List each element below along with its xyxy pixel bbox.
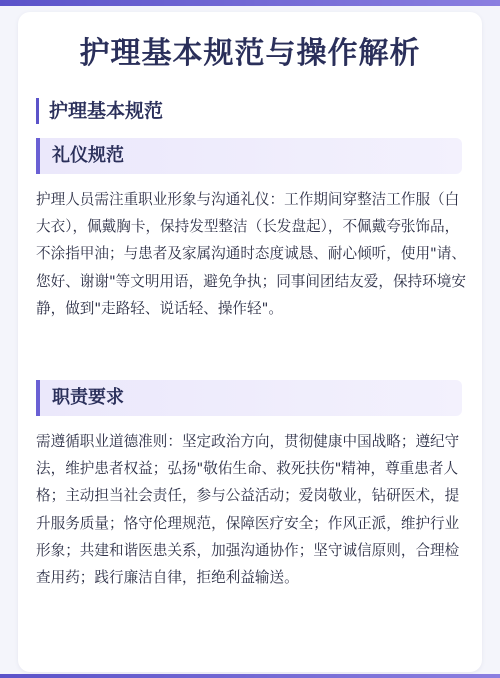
bottom-accent-bar bbox=[0, 674, 500, 678]
section-heading: 护理基本规范 bbox=[36, 98, 163, 124]
page-title: 护理基本规范与操作解析 bbox=[79, 36, 421, 71]
top-accent-bar bbox=[0, 0, 500, 6]
subheading-etiquette: 礼仪规范 bbox=[36, 138, 462, 174]
etiquette-paragraph: 护理人员需注重职业形象与沟通礼仪：工作期间穿整洁工作服（白大衣），佩戴胸卡，保持发型整洁（长发盘起），不佩戴夸张饰品，不涂指甲油；与患者及家属沟通时态度诚恳、耐心倾听，使用"请、您好、谢谢"等文明用语，避免争执；同事间团结友爱，保持环境安静，做到"走路轻、说话轻、操作轻"。 bbox=[36, 191, 466, 317]
duties-paragraph: 需遵循职业道德准则：坚定政治方向，贯彻健康中国战略；遵纪守法，维护患者权益；弘扬"敬佑生命、救死扶伤"精神，尊重患者人格；主动担当社会责任，参与公益活动；爱岗敬业，钻研医术，提升服务质量；恪守伦理规范，保障医疗安全；作风正派，维护行业形象；共建和谐医患关系，加强沟通协作；坚守诚信原则，合理检查用药；践行廉洁自律，拒绝利益输送。 bbox=[36, 433, 460, 587]
subheading-duties: 职责要求 bbox=[36, 380, 462, 416]
